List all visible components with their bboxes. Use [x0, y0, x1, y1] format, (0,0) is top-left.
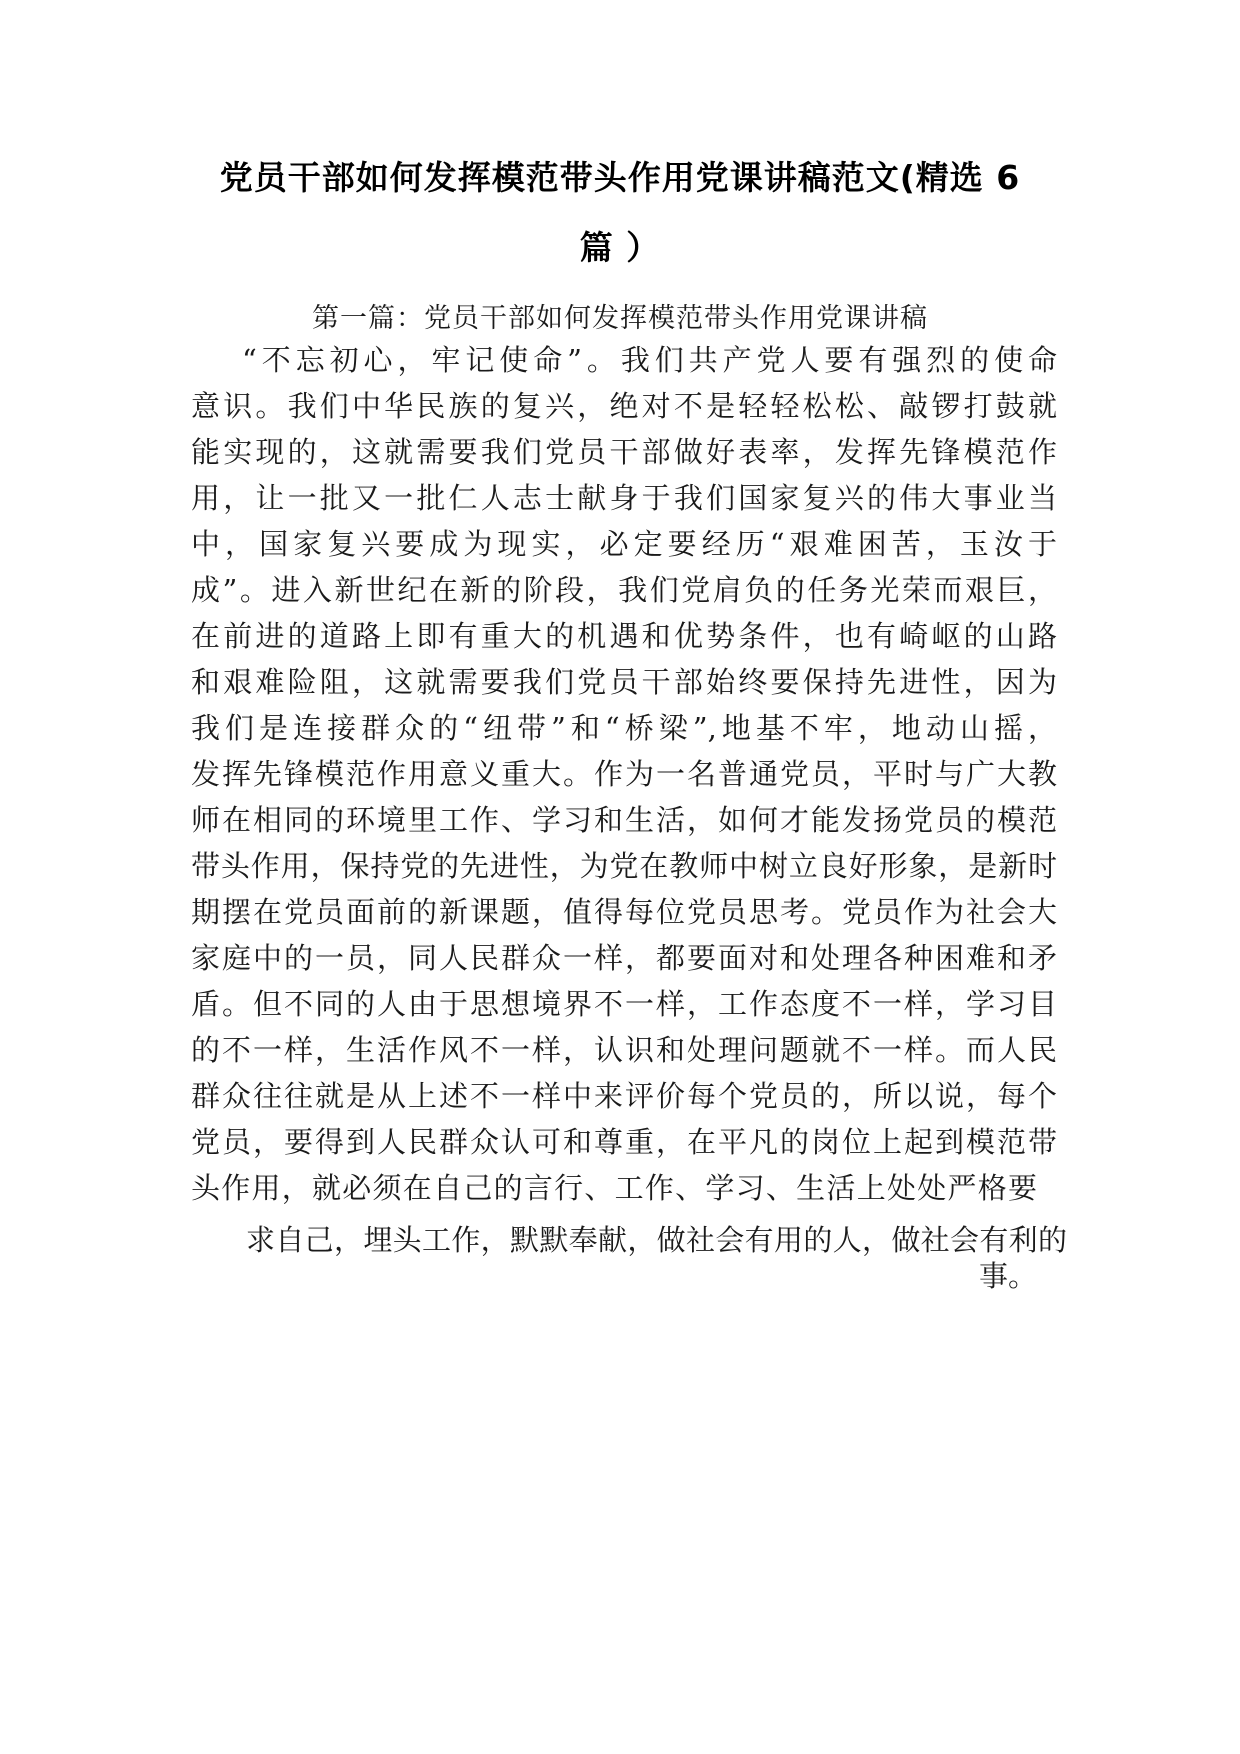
body-line: “不忘初心，牢记使命”。我们共产党人要有强烈的使命 — [242, 343, 1057, 377]
body-line: 意识。我们中华民族的复兴，绝对不是轻轻松松、敲锣打鼓就 — [191, 389, 1057, 423]
body-line: 的不一样，生活作风不一样，认识和处理问题就不一样。而人民 — [191, 1033, 1057, 1067]
body-line: 带头作用，保持党的先进性，为党在教师中树立良好形象，是新时 — [191, 849, 1057, 883]
body-line: 师在相同的环境里工作、学习和生活，如何才能发扬党员的模范 — [191, 803, 1057, 837]
body-line: 在前进的道路上即有重大的机遇和优势条件，也有崎岖的山路 — [191, 619, 1057, 653]
body-tail-line-2: 事。 — [978, 1259, 1037, 1293]
body-line: 用，让一批又一批仁人志士献身于我们国家复兴的伟大事业当 — [191, 481, 1057, 515]
body-line: 成”。进入新世纪在新的阶段，我们党肩负的任务光荣而艰巨， — [191, 573, 1057, 607]
body-line: 发挥先锋模范作用意义重大。作为一名普通党员，平时与广大教 — [191, 757, 1057, 791]
body-line: 群众往往就是从上述不一样中来评价每个党员的，所以说，每个 — [191, 1079, 1057, 1113]
body-line: 和艰难险阻，这就需要我们党员干部始终要保持先进性，因为 — [191, 665, 1057, 699]
body-line: 我们是连接群众的“纽带”和“桥梁”,地基不牢，地动山摇， — [191, 711, 1057, 745]
body-line: 盾。但不同的人由于思想境界不一样，工作态度不一样，学习目 — [191, 987, 1057, 1021]
body-line: 家庭中的一员，同人民群众一样，都要面对和处理各种困难和矛 — [191, 941, 1057, 975]
body-line: 中，国家复兴要成为现实，必定要经历“艰难困苦，玉汝于 — [191, 527, 1057, 561]
body-line: 能实现的，这就需要我们党员干部做好表率，发挥先锋模范作 — [191, 435, 1057, 469]
section-heading: 第一篇：党员干部如何发挥模范带头作用党课讲稿 — [312, 303, 928, 334]
document-title-line-2: 篇 ） — [579, 228, 661, 267]
document-title-line-1: 党员干部如何发挥模范带头作用党课讲稿范文(精选 6 — [219, 158, 1021, 197]
body-line: 期摆在党员面前的新课题，值得每位党员思考。党员作为社会大 — [191, 895, 1057, 929]
body-tail-line-1: 求自己，埋头工作，默默奉献，做社会有用的人，做社会有利的 — [246, 1223, 1067, 1257]
body-line: 头作用，就必须在自己的言行、工作、学习、生活上处处严格要 — [191, 1171, 1037, 1205]
body-line: 党员，要得到人民群众认可和尊重，在平凡的岗位上起到模范带 — [191, 1125, 1057, 1159]
